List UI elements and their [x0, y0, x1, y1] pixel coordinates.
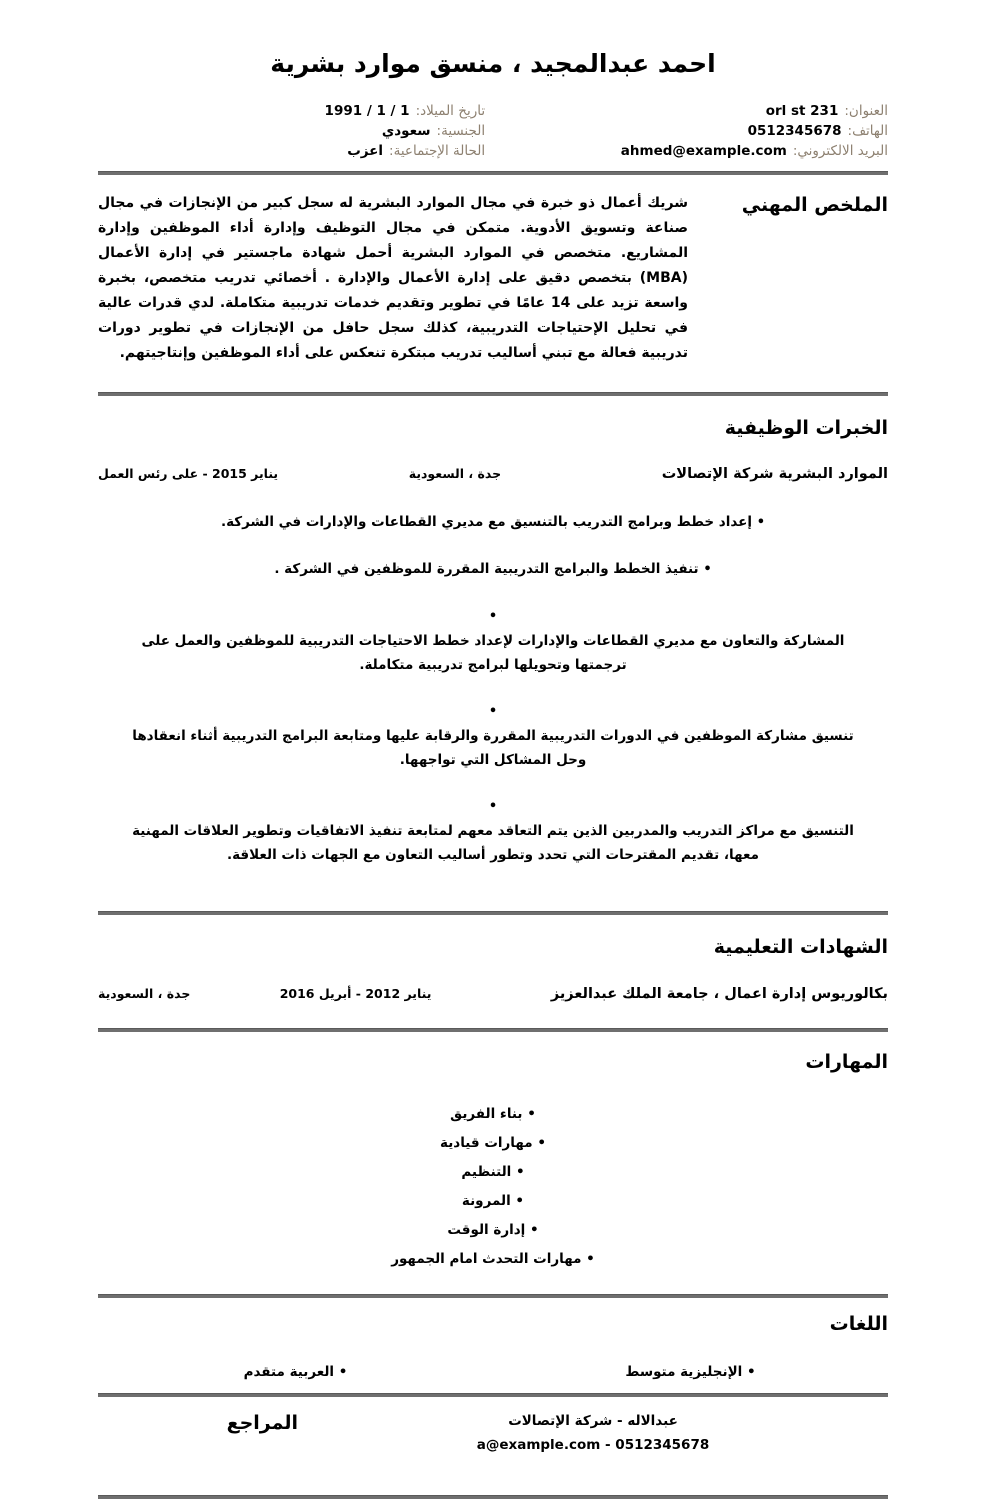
- list-item: [98, 1245, 888, 1274]
- list-item: [98, 604, 888, 677]
- experience-entry-header: [98, 466, 888, 482]
- section-summary: [98, 175, 888, 366]
- list-item: [98, 699, 888, 772]
- birthdate-label: تاريخ الميلاد:: [415, 102, 486, 119]
- cv-content: [98, 0, 888, 1499]
- bullet-icon: •: [529, 1222, 539, 1238]
- skill-text: إدارة الوقت: [447, 1222, 526, 1238]
- email-label: البريد الالكتروني:: [792, 142, 888, 159]
- skill-text: مهارات قيادية: [440, 1135, 533, 1151]
- divider-footer: [98, 1495, 888, 1499]
- phone-label: الهاتف:: [847, 122, 888, 139]
- list-item: [98, 1187, 888, 1216]
- bullet-icon: •: [756, 515, 766, 530]
- contact-row-birthdate: [98, 101, 485, 121]
- contact-column-right: [98, 101, 485, 161]
- contact-info: [98, 87, 888, 161]
- list-item: [98, 557, 888, 582]
- education-entry: [98, 986, 888, 1002]
- contact-row-phone: [501, 121, 888, 141]
- skills-heading: المهارات: [805, 1050, 888, 1073]
- education-degree: بكالوريوس إدارة اعمال ، جامعة الملك عبدالعزيز: [550, 985, 888, 1002]
- bullet-icon: •: [703, 562, 712, 577]
- marital-status-value: اعزب: [347, 142, 384, 159]
- skill-text: المرونة: [461, 1193, 511, 1209]
- list-item: [98, 1129, 888, 1158]
- marital-status-label: الحالة الإجتماعية:: [389, 142, 486, 159]
- address-label: العنوان:: [844, 102, 888, 119]
- address-value: orl st 231: [765, 102, 839, 119]
- languages-heading: اللغات: [829, 1313, 888, 1335]
- contact-row-nationality: [98, 121, 485, 141]
- duty-text: المشاركة والتعاون مع مديري القطاعات والإدارات لإعداد خطط الاحتياجات التدريبية للموظفين والعمل على ترجمتها وتحويلها لبرامج تدريبية متكاملة.: [141, 633, 845, 673]
- phone-value: 0512345678: [747, 122, 842, 139]
- contact-row-email: [501, 141, 888, 161]
- education-location: جدة ، السعودية: [98, 985, 191, 1001]
- summary-text: شريك أعمال ذو خبرة في مجال الموارد البشرية له سجل كبير من الإنجازات في مجال صناعة وتسويق الأدوية. متمكن في مجال التوظيف وإدارة أداء الموظفين وإدارة المشاريع. متخصص في الموارد البشرية أحمل شهادة ماجستير في إدارة الأعمال (MBA) بتخصص دقيق على إدارة الأعمال والإدارة . أخصائي تدريب متخصص، بخبرة واسعة تزيد على 14 عامًا في تطوير وتقديم خدمات تدريبية متكاملة. لدي قدرات عالية في تحليل الإحتياجات التدريبية، كذلك سجل حافل من الإنجازات في تطوير دورات تدريبية فعالة مع تبني أساليب تدريب مبتكرة تنعكس على أداء الموظفين وإنتاجيتهم.: [98, 194, 689, 361]
- contact-row-marital-status: [98, 141, 485, 161]
- summary-heading: الملخص المهني: [741, 193, 888, 216]
- experience-heading: الخبرات الوظيفية: [724, 416, 888, 439]
- section-languages: [98, 1298, 888, 1383]
- section-experience: [98, 396, 888, 868]
- bullet-icon: •: [488, 704, 498, 719]
- contact-column-left: [501, 101, 888, 161]
- skill-text: مهارات التحدث امام الجمهور: [391, 1251, 582, 1267]
- list-item: [98, 1158, 888, 1187]
- duty-text: التنسيق مع مراكز التدريب والمدربين الذين يتم التعاقد معهم لمتابعة تنفيذ الاتفاقيات وتطوير العلاقات المهنية معها، تقديم المقترحات التي تحدد وتطور أساليب التعاون مع الجهات ذات العلاقة.: [132, 823, 854, 863]
- reference-contact: a@example.com - 0512345678: [476, 1436, 710, 1453]
- bullet-icon: •: [516, 1164, 525, 1180]
- section-skills: [98, 1032, 888, 1275]
- skill-text: بناء الفريق: [450, 1106, 523, 1122]
- contact-row-address: [501, 101, 888, 121]
- experience-date: يناير 2015 - على رئس العمل: [98, 466, 279, 481]
- page-title: احمد عبدالمجيد ، منسق موارد بشرية: [270, 49, 716, 78]
- references-heading: المراجع: [226, 1411, 298, 1434]
- bullet-icon: •: [488, 609, 498, 624]
- experience-job-title: الموارد البشرية شركة الإتصالات: [661, 466, 888, 482]
- bullet-icon: •: [515, 1193, 525, 1209]
- experience-location: جدة ، السعودية: [408, 466, 502, 481]
- list-item: [98, 510, 888, 535]
- list-item: [98, 1216, 888, 1245]
- bullet-icon: •: [338, 1363, 348, 1380]
- birthdate-value: 1991 / 1 / 1: [324, 102, 410, 119]
- section-references: [98, 1397, 888, 1457]
- skill-text: التنظيم: [461, 1164, 512, 1180]
- list-item: [98, 1100, 888, 1129]
- duty-text: تنفيذ الخطط والبرامج التدريبية المقررة للموظفين في الشركة .: [274, 561, 699, 577]
- bullet-icon: •: [527, 1106, 536, 1122]
- nationality-label: الجنسية:: [436, 122, 486, 139]
- reference-name: عبدالاله - شركة الإتصالات: [508, 1412, 678, 1429]
- nationality-value: سعودي: [381, 122, 431, 139]
- bullet-icon: •: [488, 799, 498, 814]
- language-text: العربية متقدم: [243, 1363, 335, 1380]
- list-item: [493, 1361, 888, 1383]
- skills-list: [98, 1100, 888, 1274]
- bullet-icon: •: [586, 1251, 595, 1267]
- duty-text: إعداد خطط وبرامج التدريب بالتنسيق مع مديري القطاعات والإدارات في الشركة.: [220, 514, 753, 530]
- education-date: يناير 2012 - أبريل 2016: [279, 985, 432, 1001]
- duty-text: تنسيق مشاركة الموظفين في الدورات التدريبية المقررة والرقابة عليها ومتابعة البرامج التدريبية أثناء انعقادها وحل المشاكل التي تواجهها.: [132, 728, 854, 768]
- experience-duty-list: [98, 510, 888, 867]
- language-text: الإنجليزية متوسط: [625, 1363, 743, 1380]
- bullet-icon: •: [537, 1135, 546, 1151]
- section-education: [98, 915, 888, 1002]
- list-item: [98, 794, 888, 867]
- email-value: ahmed@example.com: [620, 142, 787, 159]
- languages-list: [98, 1361, 888, 1383]
- list-item: [98, 1361, 493, 1383]
- education-heading: الشهادات التعليمية: [713, 936, 888, 958]
- bullet-icon: •: [746, 1363, 756, 1380]
